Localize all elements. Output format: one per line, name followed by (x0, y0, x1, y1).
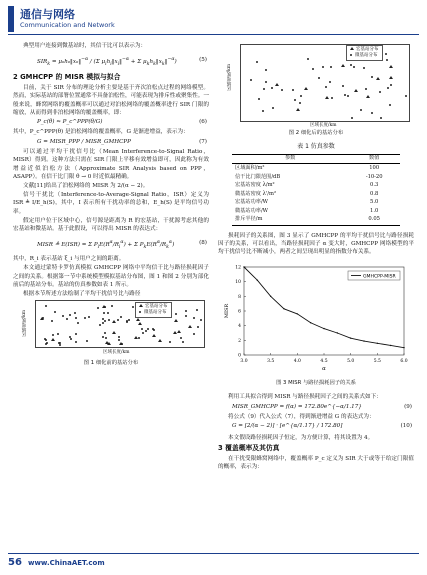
micro-station-point (299, 102, 301, 104)
table-cell: 区域面积/m² (235, 164, 265, 171)
macro-station-point (177, 330, 181, 333)
y-tick-label: 2 (238, 338, 241, 344)
page-number: 56 (8, 557, 22, 568)
x-tick-label: 6.0 (400, 358, 408, 364)
macro-station-point (119, 342, 123, 345)
micro-station-point (57, 333, 59, 335)
micro-station-point (300, 95, 302, 97)
macro-station-point (136, 318, 140, 321)
equation-9-body: MISR_GMHCPP = f(α) = 172.80e^{−α/1.17} (232, 403, 362, 410)
paragraph: 可以通过平均干扰信号比（Mean Interference-to-Signal Ratio，MISR）得到。这种方法只需在 SIR 门限上平移有效增益即可，因此称为有效增益近似泊松方法（Approximate SIR Analysis based on PPP，ASAPP）。在信干比门限 θ → 0 时近似最精确。 (13, 148, 209, 181)
micro-station-point (265, 81, 267, 83)
macro-station-point (112, 331, 116, 334)
series-point (363, 340, 364, 341)
macro-station-point (188, 325, 192, 328)
x-tick-label: 4.5 (320, 358, 328, 364)
micro-station-point (45, 343, 47, 345)
figure-2-legend (346, 45, 383, 61)
micro-station-point (365, 88, 367, 90)
micro-station-point (105, 337, 107, 339)
table-cell: 0.3 (370, 182, 379, 189)
micro-station-point (256, 61, 258, 63)
micro-station-point (75, 341, 77, 343)
micro-station-point (152, 328, 154, 330)
table-cell: 微基站密度 λ'/m² (235, 190, 277, 197)
page-header (8, 6, 419, 36)
y-tick-label: 12 (235, 265, 241, 271)
macro-station-point (376, 77, 380, 80)
equation-number: (5) (199, 57, 207, 64)
micro-station-point (97, 307, 99, 309)
paragraph: 损耗因子的关系图，图 3 显示了 GMHCPP 的平均干扰信号比与路径损耗因子的关系，可以看出，当路径损耗因子 α 变大时，GMHCPP 网络模型的平均干扰信号比不断减小，两者之间呈现出明显的指数分布关系。 (218, 232, 414, 256)
paragraph: 假定用户位于区域中心，信号源是距离为 R 的宏基站，干扰源考虑其他的宏基站和微基站。基于此假设，可以得出 MISR 的表达式： (13, 217, 209, 232)
x-tick-label: 5.0 (347, 358, 355, 364)
micro-station-point (360, 109, 362, 111)
figure-1-caption: 图 1 细化前的基站分布 (83, 360, 139, 367)
figure-1-legend (135, 302, 172, 318)
table-header: 参数 (232, 154, 348, 164)
paragraph: 本文通过蒙特卡罗仿真模拟 GMHCPP 网络中平均信干比与路径损耗因子之间的关系。根据第一节中系统模型模拟基站分布图，图 1 和图 2 分别为部化前后的基站分布。基站的仿真参数如表 1 所示。 (13, 265, 209, 289)
micro-station-point (331, 97, 333, 99)
micro-station-point (271, 87, 273, 89)
figure-1-ylabel: 区域宽度/km (22, 310, 27, 337)
figure-3-caption: 图 3 MISR 与路径损耗因子的关系 (276, 379, 356, 386)
micro-station-point (102, 336, 104, 338)
figure-3-chart (222, 261, 412, 379)
micro-station-point (59, 344, 61, 346)
x-tick-label: 3.0 (240, 358, 248, 364)
micro-station-point (111, 305, 113, 307)
micro-station-point (108, 319, 110, 321)
micro-station-point (371, 112, 373, 114)
macro-station-point (304, 87, 308, 90)
equation-number: (7) (199, 138, 207, 145)
series-point (377, 342, 378, 343)
macro-station-point (173, 331, 177, 334)
macro-station-point (389, 65, 393, 68)
micro-station-point (54, 311, 56, 313)
paragraph: 文献[11]给出了泊松网络的 MISR 为 2/(α − 2)。 (23, 182, 149, 189)
micro-station-point (102, 322, 104, 324)
paragraph: 信号干扰比（Interference-to-Average-Signal Ratio，ISR）定义为 ISR ≜ I/E_h(S)，其中，I 表示所有干扰功率的总和，E_h(S) 是平均信号功率。 (13, 191, 209, 215)
macro-station-point (325, 96, 329, 99)
legend-micro: 微基站分布 (355, 53, 378, 58)
macro-station-point (138, 322, 142, 325)
micro-station-point (312, 68, 314, 70)
table-cell: 宏基站密度 λ/m² (235, 182, 275, 189)
macro-station-point (102, 305, 106, 308)
paragraph: 利用工具拟合得到 MISR 与路径损耗因子之间的关系式如下： (228, 394, 382, 401)
micro-station-point (75, 333, 77, 335)
micro-station-point (263, 88, 265, 90)
micro-station-point (185, 310, 187, 312)
paragraph: 根据本节所述方法绘制了平均干扰信号比与路径 (23, 291, 141, 298)
figure-2-caption: 图 2 细化后的基站分布 (288, 130, 344, 136)
micro-station-point (141, 328, 143, 330)
paragraph: 其中，P_c^PPP(θ) 是泊松网络的覆盖概率，G 是渐进增益，表示为： (13, 129, 189, 136)
parameter-table (232, 154, 400, 226)
micro-station-point (193, 317, 195, 319)
table-cell: 1.0 (370, 207, 379, 214)
micro-station-point (342, 85, 344, 87)
micro-station-point (117, 319, 119, 321)
paragraph: 本文假设路径损耗因子恒定，为方便计算，将其设置为 4。 (228, 435, 374, 441)
macro-station-point (275, 83, 279, 86)
equation-number: (10) (400, 423, 412, 429)
equation-number: (8) (199, 240, 207, 247)
y-tick-label: 10 (235, 279, 241, 285)
series-point (297, 313, 298, 314)
series-point (243, 266, 244, 267)
micro-station-point (169, 341, 171, 343)
paragraph: 典型用户连接到微基站时，其信干比可以表示为： (23, 43, 147, 49)
figure-2-xlabel: 区域长度/km (310, 123, 337, 128)
micro-station-point (51, 320, 53, 322)
figure-3-wrapper (222, 261, 412, 379)
micro-station-point (75, 317, 77, 319)
table-cell: 微基站功率/W (235, 207, 269, 214)
micro-station-point (118, 336, 120, 338)
y-tick-label: 8 (238, 294, 241, 300)
table-cell: 0.05 (348, 216, 400, 225)
micro-station-point (104, 332, 106, 334)
equation-9 (218, 403, 414, 412)
figure-1-plot (35, 300, 205, 348)
x-axis-label: α (322, 365, 326, 372)
micro-station-point (347, 95, 349, 97)
section-heading-2: 2 GMHCPP 的 MISR 模拟与拟合 (13, 73, 121, 82)
micro-station-point (292, 89, 294, 91)
macro-station-point (51, 338, 55, 341)
legend-micro: 微基站分布 (144, 310, 167, 316)
micro-station-point (265, 69, 267, 71)
macro-station-point (354, 89, 358, 92)
micro-station-point (196, 309, 198, 311)
micro-station-point (88, 316, 90, 318)
micro-station-point (145, 330, 147, 332)
equation-8-body: MISR ≜ E(ISR) = Σ $P_iE(R^\alpha/R_i^\alpha) + \Sigma$ $P_kE(R^\alpha/R_k^\alpha)$ (37, 240, 175, 251)
micro-station-point (180, 337, 182, 339)
section-heading-3: 3 覆盖概率及其仿真 (218, 444, 280, 453)
table-cell: 信干比门限范围/dB (235, 173, 281, 180)
micro-station-point (386, 59, 388, 61)
micro-station-point (371, 76, 373, 78)
table-cell: 0.8 (370, 190, 379, 197)
x-tick-label: 4.0 (293, 358, 301, 364)
micro-station-point (250, 79, 252, 81)
micro-station-point (389, 104, 391, 106)
equation-7 (13, 138, 209, 147)
micro-station-point (69, 314, 71, 316)
footer-rule (8, 553, 419, 554)
legend-macro: 宏基站分布 (356, 47, 379, 52)
table-row (232, 216, 400, 225)
equation-8 (13, 234, 209, 254)
macro-station-point (366, 95, 370, 98)
equation-10-body: G = [2/(α − 2)] · [e^{α/1.17} / 172.80] (232, 423, 343, 429)
micro-station-point (258, 98, 260, 100)
footer-website: www.ChinaAET.com (28, 559, 105, 567)
journal-subtitle: Communication and Network (20, 21, 115, 29)
micro-station-point (120, 316, 122, 318)
micro-station-point (344, 94, 346, 96)
micro-station-point (70, 338, 72, 340)
micro-station-point (107, 312, 109, 314)
paragraph: 其中，R_i 表示基站 ξ_i 与用户之间的距离。 (13, 256, 125, 263)
series-point (403, 347, 404, 348)
micro-station-point (307, 58, 309, 60)
micro-station-point (272, 107, 274, 109)
micro-station-point (405, 95, 407, 97)
micro-station-point (86, 340, 88, 342)
paragraph: 目前，关于 SIR 分布的理论分析主要是基于齐次泊松点过程的网络模型。然而，实际基站的部署位置通常不具备泊松性，可能表现为排斥性或聚集性。一般来说，蜂窝网络的覆盖概率可以通过对泊松网络的覆盖概率进行 SIR 门限的缩放，从而得到非泊松网络的覆盖概率，即： (13, 84, 209, 117)
y-tick-label: 4 (238, 323, 241, 329)
y-tick-label: 0 (238, 353, 241, 359)
micro-station-point (118, 339, 120, 341)
table-cell: 100 (369, 164, 380, 171)
micro-station-point (99, 324, 101, 326)
micro-station-point (142, 332, 144, 334)
micro-station-point (363, 67, 365, 69)
table-row (232, 190, 400, 199)
x-tick-label: 3.5 (267, 358, 275, 364)
macro-station-point (389, 76, 393, 79)
macro-station-point (296, 108, 300, 111)
table-cell: 5.0 (370, 199, 379, 206)
paragraph: 在干扰受限蜂窝网络中，覆盖概率 P_c 定义为 SIR 大于或等于给定门限值的概率，表示为： (218, 455, 414, 471)
micro-station-point (351, 117, 353, 119)
micro-station-point (182, 341, 184, 343)
header-accent-bar (8, 6, 14, 32)
left-column (13, 42, 209, 368)
series-point (270, 295, 271, 296)
micro-station-point (128, 319, 130, 321)
micro-station-point (66, 318, 68, 320)
micro-station-point (329, 81, 331, 83)
series-point (390, 345, 391, 346)
table-1-caption: 表 1 仿真参数 (297, 143, 335, 151)
micro-station-point (322, 66, 324, 68)
series-point (257, 279, 258, 280)
figure-2-wrapper (227, 40, 410, 128)
table-row (232, 182, 400, 191)
micro-station-point (350, 64, 352, 66)
equation-number: (9) (404, 403, 412, 410)
table-cell: 宏基站功率/W (235, 199, 269, 206)
micro-station-point (281, 89, 283, 91)
micro-station-point (69, 336, 71, 338)
equation-5 (13, 51, 209, 71)
equation-7-body: G = MISR_PPP / MISR_GMHCPP (37, 138, 131, 145)
equation-5-lhs: $SIR_k$ = μ₀h₀‖x₀‖$^{-\alpha}$ / (Σ $\mu_ih_i‖x_i‖^{-\alpha} + \Sigma$ $\mu_kh_k‖x_k‖^{-\alpha}$) (37, 57, 177, 68)
micro-station-point (175, 313, 177, 315)
micro-station-point (104, 320, 106, 322)
micro-station-point (390, 84, 392, 86)
micro-station-point (385, 53, 387, 55)
table-cell: 排斥半径/m (232, 216, 348, 225)
header-rule (8, 34, 419, 35)
micro-station-point (379, 91, 381, 93)
figure-2-plot (240, 44, 410, 122)
table-row (232, 173, 400, 182)
y-tick-label: 6 (238, 309, 241, 315)
macro-station-point (341, 64, 345, 67)
journal-title: 通信与网络 (20, 8, 75, 21)
micro-station-point (62, 315, 64, 317)
micro-station-point (77, 322, 79, 324)
micro-station-point (353, 66, 355, 68)
micro-station-point (193, 333, 195, 335)
micro-station-point (197, 326, 199, 328)
micro-station-point (200, 319, 202, 321)
micro-station-point (52, 334, 54, 336)
y-axis-label: MISR (224, 303, 230, 318)
micro-station-point (84, 317, 86, 319)
micro-station-point (262, 110, 264, 112)
macro-station-point (134, 336, 138, 339)
micro-station-point (330, 66, 332, 68)
micro-station-point (103, 312, 105, 314)
micro-station-point (380, 117, 382, 119)
micro-station-point (387, 87, 389, 89)
series-point (337, 332, 338, 333)
figure-1-xlabel: 区域长度/km (103, 350, 130, 356)
equation-6-body: P_c(θ) ≈ P_c^PPP(θ/G) (37, 119, 103, 126)
series-point (283, 308, 284, 309)
table-row (232, 207, 400, 216)
page-footer (8, 553, 419, 569)
micro-station-point (138, 337, 140, 339)
micro-station-point (147, 328, 149, 330)
micro-station-point (185, 315, 187, 317)
macro-station-point (40, 317, 44, 320)
equation-number: (6) (199, 119, 207, 126)
equation-10 (218, 422, 414, 433)
macro-station-point (112, 320, 116, 323)
micro-station-point (294, 99, 296, 101)
micro-station-point (318, 77, 320, 79)
table-row (232, 199, 400, 208)
macro-station-point (152, 334, 156, 337)
micro-station-point (325, 86, 327, 88)
series-point (350, 337, 351, 338)
table-header: 数值 (348, 154, 400, 164)
macro-station-point (174, 319, 178, 322)
paragraph: 将公式（9）代入公式（7），得到渐进增益 G 的表达式为： (228, 413, 375, 420)
micro-station-point (74, 312, 76, 314)
table-cell: -10-20 (365, 173, 383, 180)
x-tick-label: 5.5 (373, 358, 381, 364)
micro-station-point (45, 305, 47, 307)
series-point (310, 322, 311, 323)
figure-1-wrapper (22, 300, 205, 356)
macro-station-point (158, 339, 162, 342)
micro-station-point (132, 306, 134, 308)
legend-label: GMHCPP-MISR (363, 274, 396, 280)
micro-station-point (153, 329, 155, 331)
series-point (323, 328, 324, 329)
micro-station-point (126, 321, 128, 323)
table-row (232, 164, 400, 173)
right-column (218, 40, 414, 472)
macro-station-point (107, 342, 111, 345)
equation-6 (13, 118, 209, 127)
legend-macro: 宏基站分布 (145, 304, 168, 310)
figure-2-ylabel: 区域宽度/km (227, 64, 232, 91)
